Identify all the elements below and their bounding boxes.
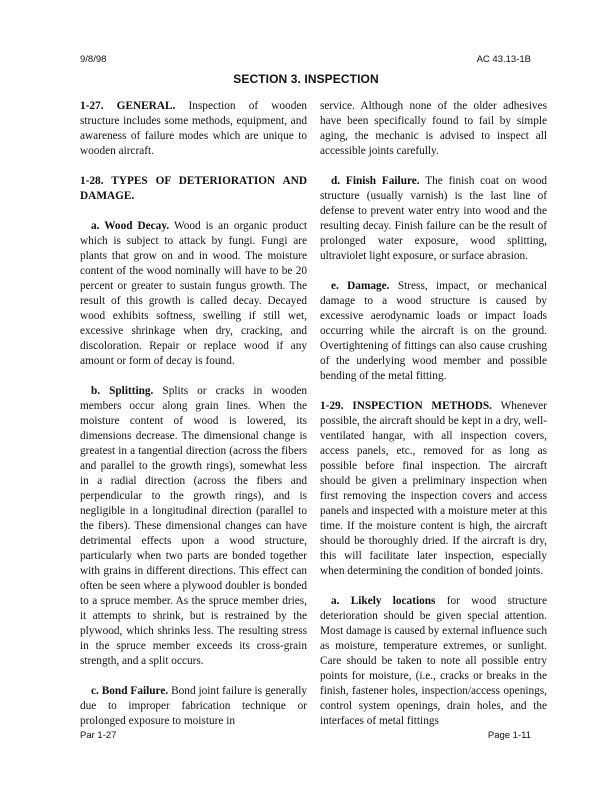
- paragraph-1-28-heading: 1-28. TYPES OF DETERIORATION AND DAMAGE.: [80, 175, 307, 202]
- footer-page-number: Page 1-11: [487, 730, 531, 741]
- damage-body: Stress, impact, or mechanical damage to a wood structure is caused by excessive aerodynamic loads or impact loads occurring while the aircraft is on the ground. Overtightening of fittings can also cause crushing of the underlying wood member and possible bending of the metal fitting.: [320, 280, 548, 382]
- paragraph-1-29-body: Whenever possible, the aircraft should be kept in a dry, well-ventilated hangar, with all inspection covers, access panels, etc., removed for as long as possible before final inspection. The aircraft should be given a preliminary inspection when first removing the inspection covers and access panels and inspected with a moisture meter at this time. If the moisture content is high, the aircraft should be thoroughly dried. If the aircraft is dry, this will facilitate later inspection, especially when determining the condition of bonded joints.: [320, 400, 548, 577]
- subparagraph-splitting: [80, 384, 307, 669]
- likely-locations-heading: a. Likely locations: [331, 595, 436, 607]
- paragraph-1-27: [80, 99, 307, 159]
- footer-paragraph-ref: Par 1-27: [80, 730, 117, 741]
- subparagraph-bond-failure: [80, 684, 307, 729]
- paragraph-1-27-heading: 1-27. GENERAL.: [80, 100, 176, 112]
- bond-failure-continued: service. Although none of the older adhesives have been specifically found to fail by simple aging, the mechanic is advised to inspect all accessible joints carefully.: [320, 100, 547, 157]
- paragraph-1-29-heading: 1-29. INSPECTION METHODS.: [320, 400, 492, 412]
- damage-heading: e. Damage.: [331, 280, 390, 292]
- subparagraph-finish-failure: [320, 174, 547, 264]
- splitting-heading: b. Splitting.: [91, 385, 154, 397]
- paragraph-1-27-body: Inspection of wooden structure includes some methods, equipment, and awareness of failure modes which are unique to wooden aircraft.: [80, 100, 307, 157]
- subparagraph-likely-locations: [320, 594, 547, 729]
- bond-failure-body: Bond joint failure is generally due to improper fabrication technique or prolonged exposure to moisture in: [80, 685, 308, 727]
- wood-decay-heading: a. Wood Decay.: [91, 220, 170, 232]
- right-column: [320, 99, 547, 729]
- paragraph-1-28: [80, 174, 307, 204]
- finish-failure-body: The finish coat on wood structure (usually varnish) is the last line of defense to prevent water entry into wood and the resulting decay. Finish failure can be the result of prolonged water exposure, wood splitting, ultraviolet light exposure, or surface abrasion.: [320, 175, 548, 262]
- finish-failure-heading: d. Finish Failure.: [331, 175, 420, 187]
- splitting-body: Splits or cracks in wooden members occur along grain lines. When the moisture content of wood is lowered, its dimensions decrease. The dimensional change is greatest in a tangential direction (across the fibers and parallel to the growth rings), somewhat less in a radial direction (across the fibers and perpendicular to the growth rings), and is negligible in a longitudinal direction (parallel to the fibers). These dimensional changes can have detrimental effects upon a wood structure, particularly when two parts are bonded together with grains in different directions. This effect can often be seen where a plywood doubler is bonded to a spruce member. As the spruce member dries, it attempts to shrink, but is restrained by the plywood, which shrinks less. The resulting stress in the spruce member exceeds its cross-grain strength, and a split occurs.: [80, 385, 307, 667]
- subparagraph-wood-decay: [80, 219, 307, 369]
- paragraph-1-29: [320, 399, 547, 579]
- section-title: SECTION 3. INSPECTION: [233, 72, 379, 86]
- header-doc-id: AC 43.13-1B: [476, 54, 531, 65]
- left-column: [80, 99, 307, 729]
- bond-failure-heading: c. Bond Failure.: [91, 685, 169, 697]
- subparagraph-damage: [320, 279, 547, 384]
- header-date: 9/8/98: [80, 54, 107, 65]
- likely-locations-body: for wood structure deterioration should be given special attention. Most damage is caused by external influence such as moisture, temperature extremes, or sunlight. Care should be taken to note all possible entry points for moisture, (i.e., cracks or breaks in the finish, fastener holes, inspection/access openings, control system openings, drain holes, and the interfaces of metal fittings: [320, 595, 547, 727]
- wood-decay-body: Wood is an organic product which is subject to attack by fungi. Fungi are plants that grow on and in wood. The moisture content of the wood nominally will have to be 20 percent or greater to sustain fungus growth. The result of this growth is called decay. Decayed wood exhibits softness, swelling if still wet, excessive shrinkage when dry, cracking, and discoloration. Repair or replace wood if any amount or form of decay is found.: [80, 220, 307, 367]
